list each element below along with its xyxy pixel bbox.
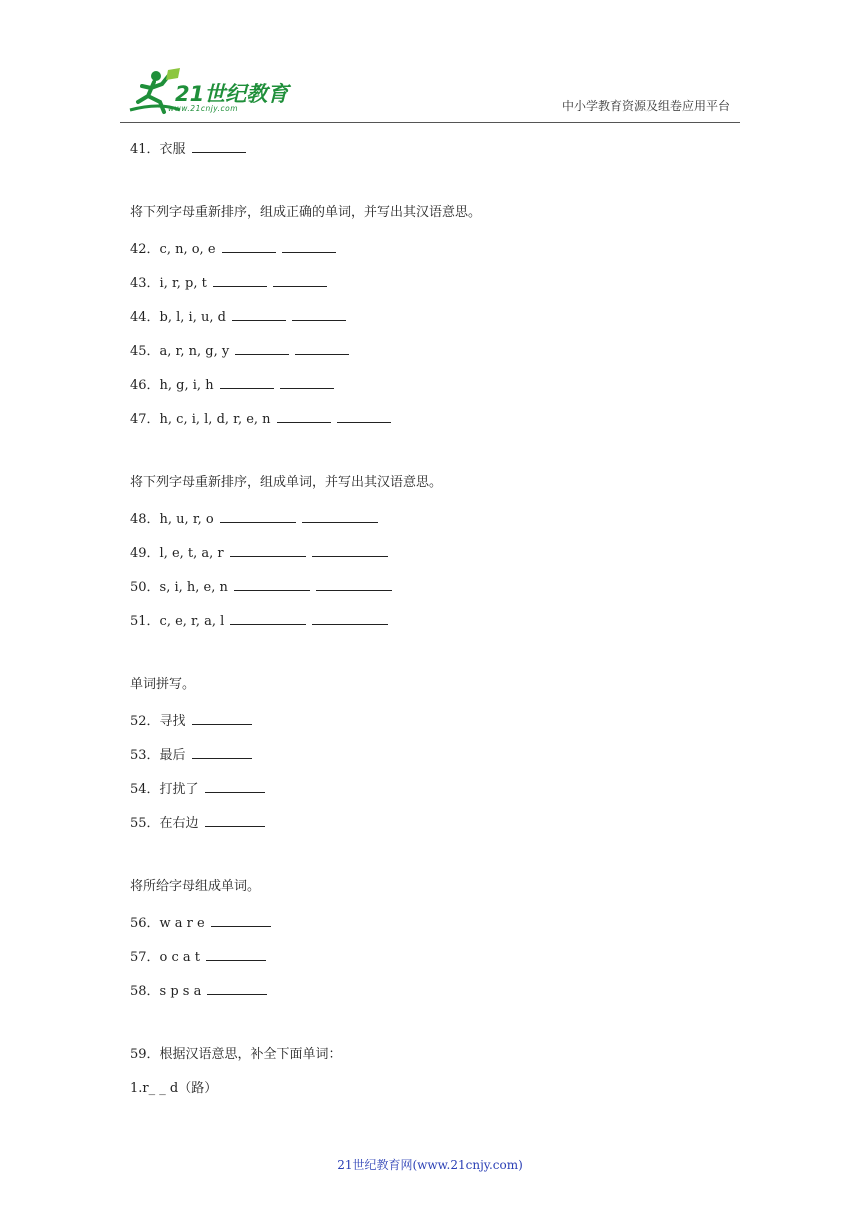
meaning-blank[interactable]: [312, 544, 388, 557]
section-instruction-1: 将下列字母重新排序，组成正确的单词，并写出其汉语意思。: [130, 205, 482, 220]
question-56: 56．w a r e: [130, 914, 750, 948]
meaning-blank[interactable]: [302, 510, 378, 523]
section-instruction-2: 将下列字母重新排序，组成单词，并写出其汉语意思。: [130, 475, 443, 490]
answer-blank[interactable]: [207, 982, 267, 995]
question-50: 50．s, i, h, e, n: [130, 578, 750, 612]
meaning-blank[interactable]: [295, 342, 349, 355]
question-43: 43．i, r, p, t: [130, 274, 750, 308]
page-footer[interactable]: 21世纪教育网(www.21cnjy.com): [337, 1158, 523, 1172]
word-blank[interactable]: [220, 510, 296, 523]
question-45: 45．a, r, n, g, y: [130, 342, 750, 376]
meaning-blank[interactable]: [337, 410, 391, 423]
meaning-blank[interactable]: [292, 308, 346, 321]
header-divider: [120, 122, 740, 123]
section-instruction-3: 单词拼写。: [130, 677, 196, 692]
answer-blank[interactable]: [206, 948, 266, 961]
question-41: 41．衣服: [130, 140, 750, 174]
word-blank[interactable]: [232, 308, 286, 321]
word-blank[interactable]: [222, 240, 276, 253]
answer-blank[interactable]: [205, 814, 265, 827]
word-blank[interactable]: [230, 612, 306, 625]
word-blank[interactable]: [230, 544, 306, 557]
meaning-blank[interactable]: [282, 240, 336, 253]
meaning-blank[interactable]: [280, 376, 334, 389]
question-53: 53．最后: [130, 746, 750, 780]
logo-wordmark: 21世纪教育: [175, 82, 289, 106]
answer-blank[interactable]: [205, 780, 265, 793]
question-44: 44．b, l, i, u, d: [130, 308, 750, 342]
question-59: 59．根据汉语意思，补全下面单词：: [130, 1047, 342, 1062]
question-49: 49．l, e, t, a, r: [130, 544, 750, 578]
logo-url: www.21cnjy.com: [168, 104, 239, 113]
word-blank[interactable]: [220, 376, 274, 389]
question-48: 48．h, u, r, o: [130, 510, 750, 544]
section-instruction-4: 将所给字母组成单词。: [130, 879, 261, 894]
question-54: 54．打扰了: [130, 780, 750, 814]
word-blank[interactable]: [234, 578, 310, 591]
meaning-blank[interactable]: [273, 274, 327, 287]
question-52: 52．寻找: [130, 712, 750, 746]
word-blank[interactable]: [235, 342, 289, 355]
exercise-content: [130, 140, 750, 1116]
answer-blank[interactable]: [192, 712, 252, 725]
answer-blank[interactable]: [192, 140, 246, 153]
header-slogan: 中小学教育资源及组卷应用平台: [561, 99, 730, 113]
word-blank[interactable]: [213, 274, 267, 287]
question-46: 46．h, g, i, h: [130, 376, 750, 410]
answer-blank[interactable]: [211, 914, 271, 927]
word-blank[interactable]: [277, 410, 331, 423]
question-59-item-1: 1.r_ _ d（路）: [130, 1081, 218, 1096]
question-55: 55．在右边: [130, 814, 750, 848]
question-42: 42．c, n, o, e: [130, 240, 750, 274]
meaning-blank[interactable]: [316, 578, 392, 591]
question-57: 57．o c a t: [130, 948, 750, 982]
question-58: 58．s p s a: [130, 982, 750, 1016]
page-header: [0, 0, 860, 125]
question-47: 47．h, c, i, l, d, r, e, n: [130, 410, 750, 444]
meaning-blank[interactable]: [312, 612, 388, 625]
answer-blank[interactable]: [192, 746, 252, 759]
question-51: 51．c, e, r, a, l: [130, 612, 750, 646]
